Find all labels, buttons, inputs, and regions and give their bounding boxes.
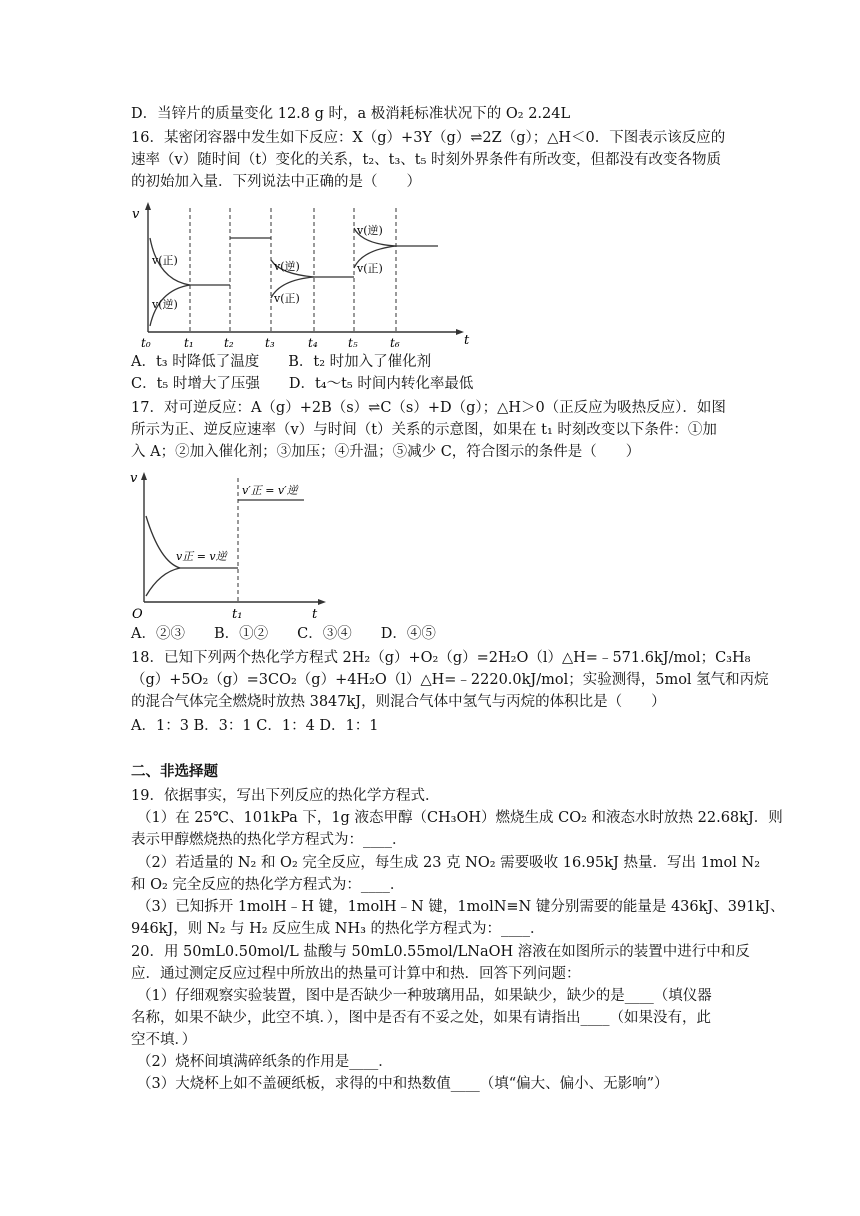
question-17-rate-time-graph <box>124 466 334 624</box>
tick-t2: t₂ <box>224 336 234 350</box>
question-19-part-2-line-2: 和 O₂ 完全反应的热化学方程式为：____． <box>131 877 405 893</box>
label-v-forward-1: v(正) <box>152 254 178 267</box>
question-20-stem-line-2: 应．通过测定反应过程中所放出的热量可计算中和热．回答下列问题： <box>131 966 581 982</box>
label-v-equal-after: v′正 = v′逆 <box>242 484 298 497</box>
question-17-stem-line-1: 17．对可逆反应：A（g）+2B（s）⇌C（s）+D（g）；△H＞0（正反应为吸热反应）．如图 <box>131 400 726 416</box>
section-heading-non-choice: 二、非选择题 <box>131 763 218 780</box>
question-18-stem-line-2: （g）+5O₂（g）=3CO₂（g）+4H₂O（l）△H=﹣2220.0kJ/mol；实验测得，5mol 氢气和丙烷 <box>131 672 769 688</box>
question-19-stem: 19．依据事实，写出下列反应的热化学方程式． <box>131 788 440 804</box>
tick-t3: t₃ <box>265 336 275 350</box>
label-v-equal-before: v正 = v逆 <box>176 550 227 563</box>
label-v-forward-2: v(正) <box>274 292 300 305</box>
question-19-part-2-line-1: （2）若适量的 N₂ 和 O₂ 完全反应，每生成 23 克 NO₂ 需要吸收 16.95kJ 热量．写出 1mol N₂ <box>137 855 761 871</box>
question-18-stem-line-1: 18．已知下列两个热化学方程式 2H₂（g）+O₂（g）=2H₂O（l）△H=﹣571.6kJ/mol；C₃H₈ <box>131 650 751 666</box>
question-18-stem-line-3: 的混合气体完全燃烧时放热 3847kJ，则混合气体中氢气与丙烷的体积比是（ ） <box>131 694 666 710</box>
label-v-reverse-3: v(逆) <box>357 224 383 237</box>
question-17-options: A．②③ B．①② C．③④ D．④⑤ <box>131 626 436 642</box>
tick-t4: t₄ <box>308 336 318 350</box>
question-16-stem-line-3: 的初始加入量．下列说法中正确的是（ ） <box>131 174 421 190</box>
question-20-part-1-line-3: 空不填．） <box>131 1032 197 1048</box>
question-16-stem-line-1: 16．某密闭容器中发生如下反应：X（g）+3Y（g）⇌2Z（g）；△H＜0．下图表示该反应的 <box>131 130 726 146</box>
tick-t6: t₆ <box>390 336 400 350</box>
question-17-stem-line-3: 入 A；②加入催化剂；③加压；④升温；⑤减少 C，符合图示的条件是（ ） <box>131 444 641 460</box>
question-20-part-3: （3）大烧杯上如不盖硬纸板，求得的中和热数值____（填“偏大、偏小、无影响”） <box>137 1076 669 1092</box>
origin-label: O <box>132 607 143 622</box>
question-19-part-1-line-1: （1）在 25℃、101kPa 下，1g 液态甲醇（CH₃OH）燃烧生成 CO₂ 和液态水时放热 22.68kJ．则 <box>137 810 783 826</box>
axis-t-label: t <box>312 607 318 622</box>
question-19-part-3-line-1: （3）已知拆开 1molH﹣H 键，1molH﹣N 键，1molN≡N 键分别需要的能量是 436kJ、391kJ、 <box>137 899 785 915</box>
question-20-part-1-line-1: （1）仔细观察实验装置，图中是否缺少一种玻璃用品，如果缺少，缺少的是____（填仪器 <box>137 988 712 1004</box>
axis-t-label: t <box>464 333 470 348</box>
tick-t5: t₅ <box>348 336 358 350</box>
tick-t0: t₀ <box>141 336 151 350</box>
question-20-stem-line-1: 20．用 50mL0.50mol/L 盐酸与 50mL0.55mol/LNaOH 溶液在如图所示的装置中进行中和反 <box>131 944 750 960</box>
question-17-stem-line-2: 所示为正、逆反应速率（v）与时间（t）关系的示意图，如果在 t₁ 时刻改变以下条件：①加 <box>131 422 717 438</box>
axis-v-label: v <box>130 471 138 486</box>
question-16-rate-time-graph <box>128 198 478 350</box>
tick-t1: t₁ <box>232 607 243 622</box>
question-20-part-1-line-2: 名称，如果不缺少，此空不填．），图中是否有不妥之处，如果有请指出____（如果没有，此 <box>131 1010 711 1026</box>
label-v-reverse-2: v(逆) <box>274 260 300 273</box>
label-v-forward-3: v(正) <box>357 262 383 275</box>
question-18-options: A．1：3 B．3：1 C．1：4 D．1：1 <box>131 718 379 734</box>
tick-t1: t₁ <box>184 336 194 350</box>
label-v-reverse-1: v(逆) <box>152 298 178 311</box>
question-15-option-d: D．当锌片的质量变化 12.8 g 时，a 极消耗标准状况下的 O₂ 2.24L <box>131 106 571 122</box>
question-16-stem-line-2: 速率（v）随时间（t）变化的关系，t₂、t₃、t₅ 时刻外界条件有所改变，但都没有改变各物质 <box>131 152 722 168</box>
axis-v-label: v <box>132 207 140 222</box>
question-19-part-1-line-2: 表示甲醇燃烧热的热化学方程式为：____． <box>131 832 407 848</box>
question-20-part-2: （2）烧杯间填满碎纸条的作用是____． <box>137 1054 393 1070</box>
question-16-options-cd: C．t₅ 时增大了压强 D．t₄～t₅ 时间内转化率最低 <box>131 376 474 392</box>
question-16-options-ab: A．t₃ 时降低了温度 B．t₂ 时加入了催化剂 <box>131 354 432 370</box>
question-19-part-3-line-2: 946kJ，则 N₂ 与 H₂ 反应生成 NH₃ 的热化学方程式为：____． <box>131 921 545 937</box>
